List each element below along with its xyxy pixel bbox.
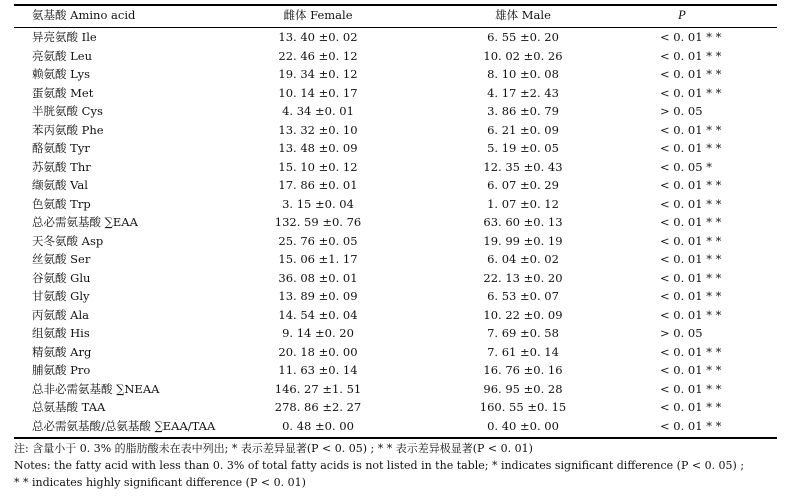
male-value: 8. 10 ±0. 08 (487, 67, 559, 81)
row-label: 酪氨酸 Tyr (32, 141, 90, 155)
p-value: < 0. 01 * * (660, 400, 722, 414)
female-value: 20. 18 ±0. 00 (278, 344, 358, 359)
row-label: 总必需氨基酸/总氨基酸 ∑EAA/TAA (32, 418, 216, 433)
male-value: 96. 95 ±0. 28 (483, 381, 563, 396)
female-value: 10. 14 ±0. 17 (278, 85, 358, 100)
female-value: 25. 76 ±0. 05 (278, 233, 358, 248)
header-amino-acid: 氨基酸 Amino acid (32, 8, 136, 22)
male-value: 16. 76 ±0. 16 (483, 363, 563, 377)
p-value: < 0. 01 * * (660, 196, 722, 211)
row-label: 丝氨酸 Ser (32, 252, 91, 266)
male-value: 6. 21 ±0. 09 (487, 122, 559, 137)
p-value: < 0. 01 * * (660, 363, 722, 377)
p-value: < 0. 01 * * (660, 381, 722, 396)
header-male: 雄体 Male (495, 8, 551, 22)
female-value: 36. 08 ±0. 01 (278, 270, 358, 285)
female-value: 11. 63 ±0. 14 (278, 363, 358, 377)
row-label: 天冬氨酸 Asp (32, 233, 104, 248)
p-value: < 0. 01 * * (660, 85, 722, 100)
row-label: 色氨酸 Trp (32, 196, 91, 211)
row-label: 总非必需氨基酸 ∑NEAA (32, 381, 160, 396)
male-value: 0. 40 ±0. 00 (487, 418, 559, 433)
male-value: 7. 61 ±0. 14 (487, 344, 559, 359)
row-label: 异亮氨酸 Ile (32, 30, 97, 44)
header-p-value: P (678, 8, 686, 22)
header-female: 雌体 Female (283, 8, 353, 22)
male-value: 1. 07 ±0. 12 (487, 196, 559, 211)
male-value: 6. 53 ±0. 07 (487, 289, 559, 303)
male-value: 12. 35 ±0. 43 (483, 159, 563, 174)
row-label: 总氨基酸 TAA (32, 400, 106, 414)
p-value: < 0. 01 * * (660, 270, 722, 285)
p-value: < 0. 01 * * (660, 122, 722, 137)
male-value: 22. 13 ±0. 20 (483, 270, 563, 285)
row-label: 蛋氨酸 Met (32, 85, 94, 100)
female-value: 9. 14 ±0. 20 (282, 326, 354, 340)
male-value: 19. 99 ±0. 19 (483, 233, 563, 248)
male-value: 5. 19 ±0. 05 (487, 141, 559, 155)
row-label: 缬氨酸 Val (32, 178, 88, 192)
female-value: 146. 27 ±1. 51 (274, 381, 362, 396)
p-value: < 0. 01 * * (660, 178, 722, 192)
note-english-line1: Notes: the fatty acid with less than 0. 3% of total fatty acids is not listed in the table; * indicates significant difference (P < 0. 05) ; (14, 459, 745, 472)
row-label: 组氨酸 His (32, 326, 90, 340)
male-value: 10. 22 ±0. 09 (483, 307, 563, 322)
p-value: < 0. 01 * * (660, 48, 722, 63)
top-rule (14, 4, 777, 6)
male-value: 10. 02 ±0. 26 (483, 48, 563, 63)
male-value: 3. 86 ±0. 79 (487, 104, 559, 118)
female-value: 4. 34 ±0. 01 (282, 104, 354, 118)
female-value: 13. 48 ±0. 09 (278, 141, 358, 155)
p-value: < 0. 01 * * (660, 289, 722, 303)
female-value: 22. 46 ±0. 12 (278, 48, 358, 63)
p-value: < 0. 01 * * (660, 252, 722, 266)
male-value: 6. 04 ±0. 02 (487, 252, 559, 266)
female-value: 13. 89 ±0. 09 (278, 289, 358, 303)
row-label: 谷氨酸 Glu (32, 270, 91, 285)
row-label: 赖氨酸 Lys (32, 67, 90, 81)
p-value: < 0. 01 * * (660, 30, 722, 44)
female-value: 13. 32 ±0. 10 (278, 122, 358, 137)
row-label: 精氨酸 Arg (32, 344, 92, 359)
note-chinese: 注: 含量小于 0. 3% 的脂肪酸未在表中列出; * 表示差异显著(P < 0. 05) ; * * 表示差异极显著(P < 0. 01) (14, 442, 533, 455)
female-value: 0. 48 ±0. 00 (282, 418, 354, 433)
female-value: 17. 86 ±0. 01 (278, 178, 358, 192)
female-value: 19. 34 ±0. 12 (278, 67, 358, 81)
female-value: 132. 59 ±0. 76 (274, 215, 362, 229)
p-value: < 0. 01 * * (660, 344, 722, 359)
p-value: < 0. 05 * (660, 159, 712, 174)
row-label: 丙氨酸 Ala (32, 307, 89, 322)
row-label: 苯丙氨酸 Phe (32, 122, 104, 137)
female-value: 14. 54 ±0. 04 (278, 307, 358, 322)
bottom-rule (14, 437, 777, 439)
row-label: 总必需氨基酸 ∑EAA (32, 215, 138, 229)
male-value: 7. 69 ±0. 58 (487, 326, 559, 340)
female-value: 15. 10 ±0. 12 (278, 159, 358, 174)
male-value: 63. 60 ±0. 13 (483, 215, 563, 229)
female-value: 278. 86 ±2. 27 (274, 400, 362, 414)
row-label: 甘氨酸 Gly (32, 289, 90, 303)
male-value: 6. 55 ±0. 20 (487, 30, 559, 44)
p-value: < 0. 01 * * (660, 233, 722, 248)
female-value: 15. 06 ±1. 17 (278, 252, 358, 266)
p-value: > 0. 05 (660, 326, 703, 340)
header-rule (14, 27, 777, 28)
note-english-line2: * * indicates highly significant difference (P < 0. 01) (14, 476, 306, 489)
male-value: 6. 07 ±0. 29 (487, 178, 559, 192)
p-value: < 0. 01 * * (660, 215, 722, 229)
female-value: 3. 15 ±0. 04 (282, 196, 354, 211)
p-value: < 0. 01 * * (660, 418, 722, 433)
p-value: > 0. 05 (660, 104, 703, 118)
female-value: 13. 40 ±0. 02 (278, 30, 358, 44)
p-value: < 0. 01 * * (660, 307, 722, 322)
p-value: < 0. 01 * * (660, 141, 722, 155)
row-label: 苏氨酸 Thr (32, 159, 91, 174)
p-value: < 0. 01 * * (660, 67, 722, 81)
row-label: 脯氨酸 Pro (32, 363, 91, 377)
male-value: 4. 17 ±2. 43 (487, 85, 559, 100)
male-value: 160. 55 ±0. 15 (479, 400, 567, 414)
row-label: 半胱氨酸 Cys (32, 104, 103, 118)
row-label: 亮氨酸 Leu (32, 48, 93, 63)
